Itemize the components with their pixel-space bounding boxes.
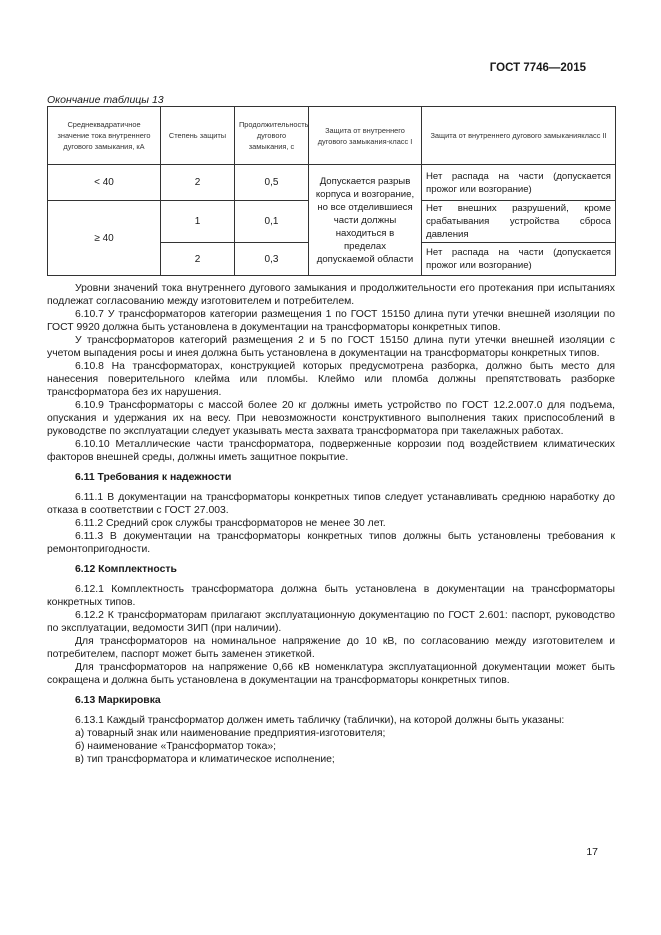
paragraph: Уровни значений тока внутреннего дугового замыкания и продолжительности его протекания при испытаниях подлежат согласованию между изготовителем и потребителем. — [47, 283, 615, 307]
cell-duration: 0,1 — [235, 201, 309, 243]
cell-class-2: Нет внешних разрушений, кроме срабатывания устройства сброса давления — [422, 201, 616, 243]
cell-degree: 2 — [161, 243, 235, 276]
paragraph-6-12-1: 6.12.1 Комплектность трансформатора должна быть установлена в документации на трансформаторы конкретных типов. — [47, 584, 615, 608]
paragraph-6-11-1: 6.11.1 В документации на трансформаторы конкретных типов следует устанавливать среднюю наработку до отказа в соответствии с ГОСТ 27.003. — [47, 492, 615, 516]
paragraph: Для трансформаторов на номинальное напряжение до 10 кВ, по согласованию между изготовителем и потребителем, паспорт может быть заменен этикеткой. — [47, 636, 615, 660]
cell-degree: 1 — [161, 201, 235, 243]
table-caption: Окончание таблицы 13 — [47, 94, 164, 106]
table-row — [48, 165, 616, 201]
header-class-2: Защита от внутреннего дугового замыканиякласс II — [422, 107, 616, 165]
header-class-1: Защита от внутреннего дугового замыкания-класс I — [309, 107, 422, 165]
cell-class-1-merged: Допускается разрыв корпуса и возгорание, но все отделившиеся части должны находиться в пределах допускаемой области — [309, 165, 422, 276]
cell-duration: 0,3 — [235, 243, 309, 276]
cell-class-2: Нет распада на части (допускается прожог или возгорание) — [422, 243, 616, 276]
header-duration: Продолжительность дугового замыкания, с — [235, 107, 309, 165]
paragraph-6-10-9: 6.10.9 Трансформаторы с массой более 20 кг должны иметь устройство по ГОСТ 12.2.007.0 для подъема, опускания и удержания их на весу. При невозможности конструктивного выполнения таких приспособлений в руководстве по эксплуатации следует указывать места захвата трансформатора при такелажных работах. — [47, 400, 615, 437]
paragraph: У трансформаторов категорий размещения 2 и 5 по ГОСТ 15150 длина пути утечки внешней изоляции с учетом выпадения росы и инея должна быть установлена в документации на трансформаторы конкретных типов. — [47, 335, 615, 359]
table-13 — [47, 106, 616, 276]
document-header: ГОСТ 7746—2015 — [489, 62, 586, 74]
section-heading-6-11: 6.11 Требования к надежности — [75, 472, 232, 483]
cell-current: < 40 — [48, 165, 161, 201]
paragraph-6-12-2: 6.12.2 К трансформаторам прилагают эксплуатационную документацию по ГОСТ 2.601: паспорт, руководство по эксплуатации, ведомости ЗИП (при наличии). — [47, 610, 615, 634]
paragraph-6-10-8: 6.10.8 На трансформаторах, конструкцией которых предусмотрена разборка, должно быть место для нанесения поверительного клейма или пломбы. Клеймо или пломба должны препятствовать разборке трансформатора без их нарушения. — [47, 361, 615, 398]
paragraph-6-13-1: 6.13.1 Каждый трансформатор должен иметь табличку (таблички), на которой должны быть указаны: — [75, 715, 565, 726]
paragraph-6-10-10: 6.10.10 Металлические части трансформатора, подверженные коррозии под воздействием климатических факторов внешней среды, должны иметь защитное покрытие. — [47, 439, 615, 463]
page-number: 17 — [586, 846, 598, 858]
section-heading-6-12: 6.12 Комплектность — [75, 564, 177, 575]
paragraph-6-11-2: 6.11.2 Средний срок службы трансформаторов не менее 30 лет. — [75, 518, 386, 529]
paragraph-6-10-7: 6.10.7 У трансформаторов категории размещения 1 по ГОСТ 15150 длина пути утечки внешней изоляции по ГОСТ 9920 должна быть установлена в документации на трансформаторы конкретных типов. — [47, 309, 615, 333]
cell-class-2: Нет распада на части (допускается прожог или возгорание) — [422, 165, 616, 201]
header-degree: Степень защиты — [161, 107, 235, 165]
cell-current: ≥ 40 — [48, 201, 161, 276]
body-text — [47, 282, 615, 766]
cell-duration: 0,5 — [235, 165, 309, 201]
paragraph-6-11-3: 6.11.3 В документации на трансформаторы конкретных типов должны быть установлены требования к ремонтопригодности. — [47, 531, 615, 555]
table-header-row — [48, 107, 616, 165]
header-current: Среднеквадратичное значение тока внутреннего дугового замыкания, кА — [48, 107, 161, 165]
paragraph: Для трансформаторов на напряжение 0,66 кВ номенклатура эксплуатационной документации может быть сокращена и должна быть установлена в документации на трансформаторы конкретных типов. — [47, 662, 615, 686]
list-item: а) товарный знак или наименование предприятия-изготовителя; — [75, 728, 386, 739]
list-item: б) наименование «Трансформатор тока»; — [75, 741, 277, 752]
cell-degree: 2 — [161, 165, 235, 201]
section-heading-6-13: 6.13 Маркировка — [75, 695, 161, 706]
list-item: в) тип трансформатора и климатическое исполнение; — [75, 754, 335, 765]
